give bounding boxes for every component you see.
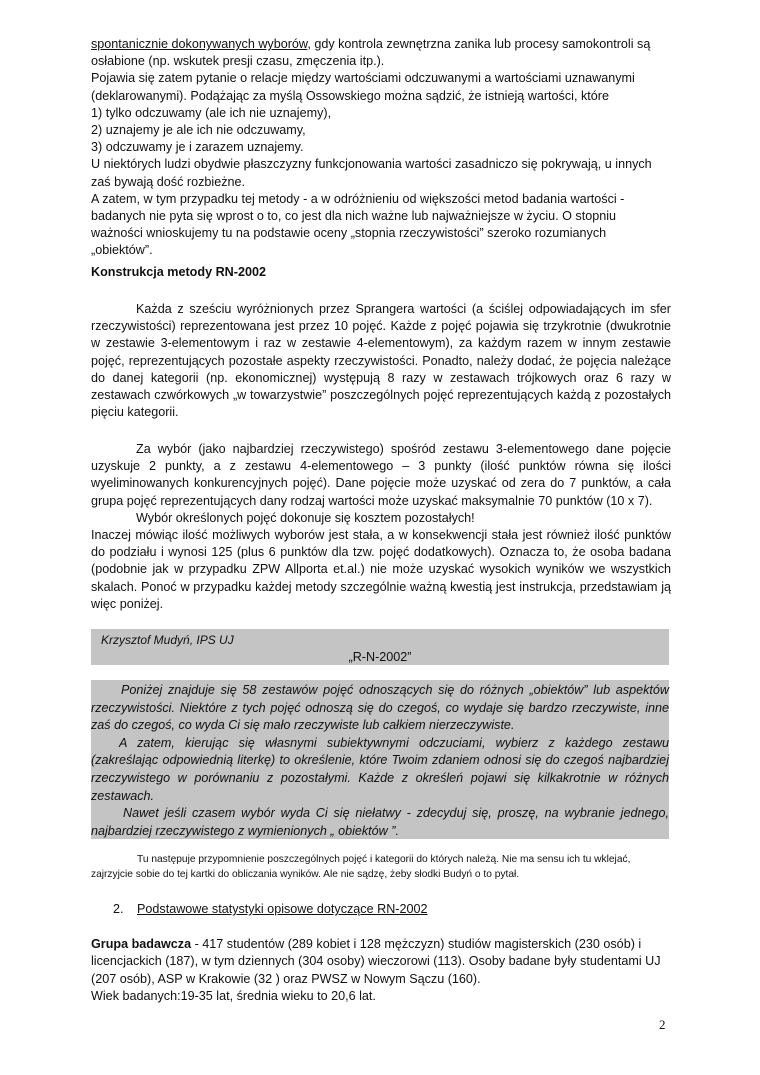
intro-overlap: U niektórych ludzi obydwie płaszczyzny funkcjonowania wartości zasadniczo się pokrywają, u innych zaś bywają dość rozbieżne. [91, 157, 652, 189]
instruction-title: „R-N-2002” [348, 650, 412, 664]
instruction-separator [91, 665, 669, 680]
instruction-text [91, 682, 669, 840]
list-item-2: 2) uznajemy je ale ich nie odczuwamy, [91, 123, 306, 138]
editor-note-line-1: Tu następuje przypomnienie poszczególnych pojęć i kategorii do których należą. Nie ma sensu ich tu wklejać, [137, 854, 631, 865]
research-group-text: - 417 studentów (289 kobiet i 128 mężczyzn) studiów magisterskich (230 osób) i licencjackich (187), w tym dziennych (304 osoby) wieczorowi (113). Osoby badane były studentami UJ (207 osób), ASP w Krakowie (32 ) oraz PWSZ w Nowym Sączu (160). [91, 937, 661, 986]
page-number: 2 [659, 1017, 666, 1032]
construction-para-2 [91, 441, 671, 613]
section-heading-statistics [113, 902, 428, 916]
intro-question: Pojawia się zatem pytanie o relacje między wartościami odczuwanymi a wartościami uznawanymi (deklarowanymi). Podążając za myślą Ossowskiego można sądzić, że istnieją wartości, które [91, 71, 635, 103]
research-group-paragraph [91, 936, 671, 988]
intro-line1-text: , gdy kontrola zewnętrzna zanika lub procesy samokontroli są osłabione (np. wskutek presji czasu, zmęczenia itp.). [91, 37, 651, 69]
construction-para-1 [91, 301, 671, 421]
instruction-paragraph-2: A zatem, kierując się własnymi subiektywnymi odczuciami, wybierz z każdego zestawu (zakreślając odpowiednią literkę) to określenie, które Twoim zdaniem odnosi się do czegoś najbardziej rzeczywistego w porównaniu z pozostałymi. Każde z określeń pojawi się kilkakrotnie w różnych zestawach. [91, 735, 669, 803]
list-item-3: 3) odczuwamy je i zarazem uznajemy. [91, 140, 304, 155]
editor-note-line-2: zajrzyjcie sobie do tej kartki do obliczania wyników. Ale nie sądzę, żeby słodki Budyń o to pytał. [91, 868, 520, 880]
section-number: 2. [113, 902, 124, 916]
list-item-1: 1) tylko odczuwamy (ale ich nie uznajemy), [91, 105, 332, 120]
section-heading-construction: Konstrukcja metody RN-2002 [91, 265, 266, 279]
research-group-age: Wiek badanych:19-35 lat, średnia wieku to 20,6 lat. [91, 989, 376, 1004]
research-group-label: Grupa badawcza [91, 937, 192, 951]
intro-underlined-phrase: spontanicznie dokonywanych wyborów [91, 37, 308, 51]
construction-text-3: Wybór określonych pojęć dokonuje się kosztem pozostałych! [136, 510, 475, 525]
instruction-paragraph-3: Nawet jeśli czasem wybór wyda Ci się niełatwy - zdecyduj się, proszę, na wybranie jednego, najbardziej rzeczywistego z wymienionych „ obiektów ”. [91, 806, 669, 838]
intro-paragraph [91, 36, 671, 70]
editor-note [91, 853, 661, 882]
section-title: Podstawowe statystyki opisowe dotyczące RN-2002 [137, 902, 428, 916]
construction-text-1: Każda z sześciu wyróżnionych przez Sprangera wartości (a ściślej odpowiadających im sfer rzeczywistości) reprezentowana jest przez 10 pojęć. Każde z pojęć pojawia się trzykrotnie (dwukrotnie w zestawie 3-elementowym i raz w zestawie 4-elementowym), za każdym razem w innym zestawie pojęć, reprezentujących pozostałe aspekty rzeczywistości. Ponadto, należy dodać, że pojęcia należące do danej kategorii (np. ekonomicznej) występują 8 razy w zestawach trójkowych oraz 6 razy w zestawach czwórkowych „w towarzystwie” poszczególnych pojęć reprezentujących każdą z pozostałych pięciu kategorii. [91, 302, 671, 420]
construction-text-4: Inaczej mówiąc ilość możliwych wyborów jest stała, a w konsekwencji stała jest również ilość punktów do podziału i wynosi 125 (plus 6 punktów dla tzw. pojęć dodatkowych). Oznacza to, że osoba badana (podobnie jak w przypadku ZPW Allporta et.al.) nie może uzyskać wysokich wyników we wszystkich skalach. Ponoć w przypadku każdej metody szczególnie ważną kwestią jest instrukcja, przedstawiam ją więc poniżej. [91, 528, 671, 611]
instruction-paragraph-1: Poniżej znajduje się 58 zestawów pojęć odnoszących się do różnych „obiektów” lub aspektów rzeczywistości. Niektóre z tych pojęć odnoszą się do czegoś, co wydaje się bardzo rzeczywiste, inne zaś do czegoś, co wyda Ci się mało rzeczywiste lub całkiem nierzeczywiste. [91, 683, 669, 733]
instruction-author: Krzysztof Mudyń, IPS UJ [101, 633, 234, 647]
intro-method: A zatem, w tym przypadku tej metody - a w odróżnieniu od większości metod badania wartości - badanych nie pyta się wprost o to, co jest dla nich ważne lub najważniejsze w życiu. O stopniu ważności wnioskujemy tu na podstawie oceny „stopnia rzeczywistości” szeroko rozumianych „obiektów”. [91, 191, 625, 258]
research-group-section [91, 936, 671, 1006]
intro-section [91, 36, 671, 260]
construction-text-2: Za wybór (jako najbardziej rzeczywistego) spośród zestawu 3-elementowego dane pojęcie uzyskuje 2 punkty, a z zestawu 4-elementowego – 3 punkty (ilość punktów równa się ilości wyeliminowanych konkurencyjnych pojęć). Dane pojęcie może uzyskać od zera do 7 punktów, a cała grupa pojęć reprezentujących dany rodzaj wartości może uzyskać maksymalnie 70 punktów (10 x 7). [91, 442, 671, 508]
